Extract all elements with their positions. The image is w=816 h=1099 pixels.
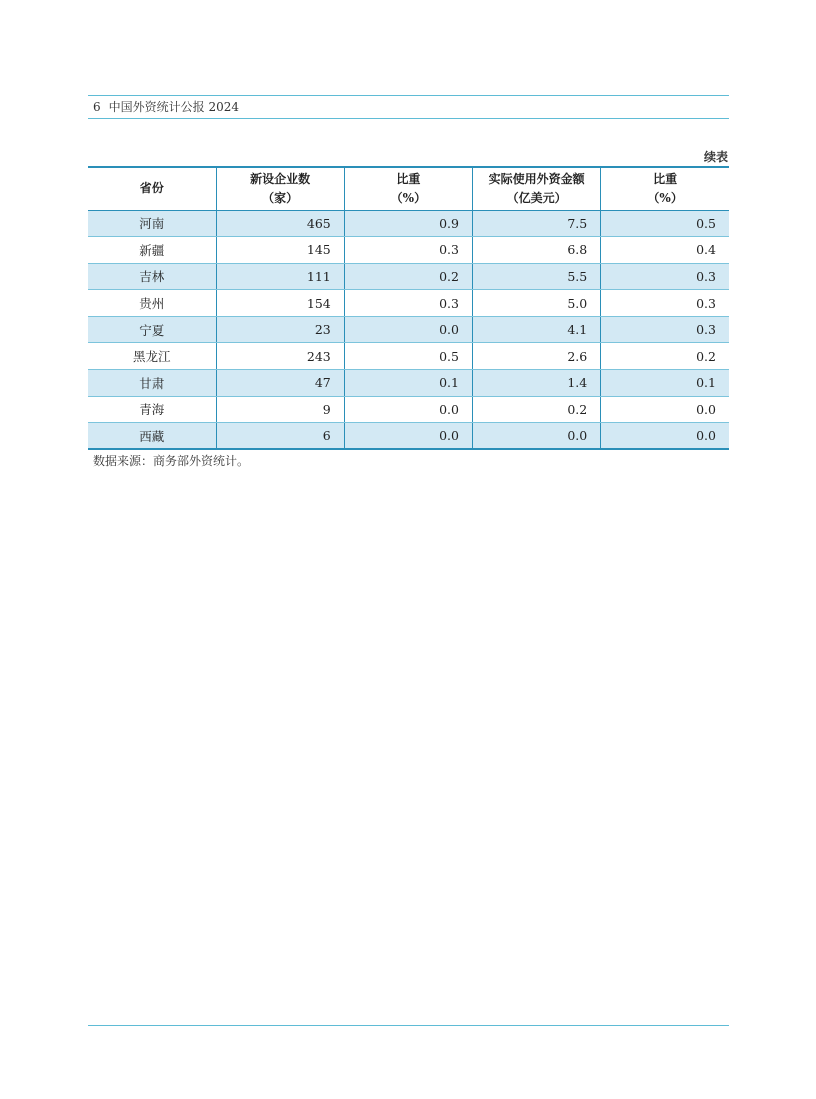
enterprise-share-cell: 0.9 bbox=[344, 210, 472, 237]
enterprise-share-cell: 0.3 bbox=[344, 237, 472, 264]
new-enterprises-cell: 465 bbox=[216, 210, 344, 237]
running-header bbox=[93, 98, 239, 115]
table-row bbox=[88, 316, 729, 343]
enterprise-share-cell: 0.2 bbox=[344, 263, 472, 290]
fdi-share-cell: 0.3 bbox=[601, 290, 729, 317]
table-row bbox=[88, 343, 729, 370]
actual-fdi-cell: 0.2 bbox=[473, 396, 601, 423]
fdi-share-cell: 0.1 bbox=[601, 370, 729, 397]
province-cell: 西藏 bbox=[88, 423, 216, 450]
province-cell: 贵州 bbox=[88, 290, 216, 317]
actual-fdi-cell: 1.4 bbox=[473, 370, 601, 397]
header-bottom-rule bbox=[88, 118, 729, 119]
new-enterprises-cell: 243 bbox=[216, 343, 344, 370]
province-cell: 新疆 bbox=[88, 237, 216, 264]
actual-fdi-cell: 2.6 bbox=[473, 343, 601, 370]
enterprise-share-cell: 0.3 bbox=[344, 290, 472, 317]
fdi-share-cell: 0.5 bbox=[601, 210, 729, 237]
header-enterprise-share: 比重 （%） bbox=[344, 167, 472, 210]
fdi-share-cell: 0.0 bbox=[601, 423, 729, 450]
footer-rule bbox=[88, 1025, 729, 1026]
table-row bbox=[88, 210, 729, 237]
actual-fdi-cell: 5.0 bbox=[473, 290, 601, 317]
actual-fdi-cell: 6.8 bbox=[473, 237, 601, 264]
new-enterprises-cell: 23 bbox=[216, 316, 344, 343]
province-cell: 黑龙江 bbox=[88, 343, 216, 370]
table-row bbox=[88, 237, 729, 264]
fdi-share-cell: 0.4 bbox=[601, 237, 729, 264]
table-row bbox=[88, 263, 729, 290]
header-province: 省份 bbox=[88, 167, 216, 210]
actual-fdi-cell: 5.5 bbox=[473, 263, 601, 290]
enterprise-share-cell: 0.0 bbox=[344, 396, 472, 423]
fdi-share-cell: 0.3 bbox=[601, 316, 729, 343]
enterprise-share-cell: 0.0 bbox=[344, 423, 472, 450]
province-cell: 青海 bbox=[88, 396, 216, 423]
page-number: 6 bbox=[93, 100, 101, 114]
continuation-label: 续表 bbox=[703, 150, 728, 164]
new-enterprises-cell: 154 bbox=[216, 290, 344, 317]
table-row bbox=[88, 290, 729, 317]
fdi-share-cell: 0.2 bbox=[601, 343, 729, 370]
province-cell: 甘肃 bbox=[88, 370, 216, 397]
new-enterprises-cell: 9 bbox=[216, 396, 344, 423]
enterprise-share-cell: 0.5 bbox=[344, 343, 472, 370]
province-cell: 吉林 bbox=[88, 263, 216, 290]
new-enterprises-cell: 111 bbox=[216, 263, 344, 290]
province-cell: 河南 bbox=[88, 210, 216, 237]
enterprise-share-cell: 0.0 bbox=[344, 316, 472, 343]
publication-title: 中国外资统计公报 2024 bbox=[108, 100, 239, 114]
enterprise-share-cell: 0.1 bbox=[344, 370, 472, 397]
header-top-rule bbox=[88, 95, 729, 96]
new-enterprises-cell: 6 bbox=[216, 423, 344, 450]
fdi-share-cell: 0.3 bbox=[601, 263, 729, 290]
table-row bbox=[88, 396, 729, 423]
actual-fdi-cell: 7.5 bbox=[473, 210, 601, 237]
header-actual-fdi: 实际使用外资金额 （亿美元） bbox=[473, 167, 601, 210]
province-cell: 宁夏 bbox=[88, 316, 216, 343]
header-new-enterprises: 新设企业数 （家） bbox=[216, 167, 344, 210]
header-fdi-share: 比重 （%） bbox=[601, 167, 729, 210]
fdi-share-cell: 0.0 bbox=[601, 396, 729, 423]
actual-fdi-cell: 4.1 bbox=[473, 316, 601, 343]
table-row bbox=[88, 370, 729, 397]
new-enterprises-cell: 145 bbox=[216, 237, 344, 264]
actual-fdi-cell: 0.0 bbox=[473, 423, 601, 450]
table-header-row bbox=[88, 167, 729, 210]
new-enterprises-cell: 47 bbox=[216, 370, 344, 397]
table-row bbox=[88, 423, 729, 450]
source-note: 数据来源：商务部外资统计。 bbox=[93, 454, 250, 468]
province-fdi-table bbox=[88, 166, 729, 450]
